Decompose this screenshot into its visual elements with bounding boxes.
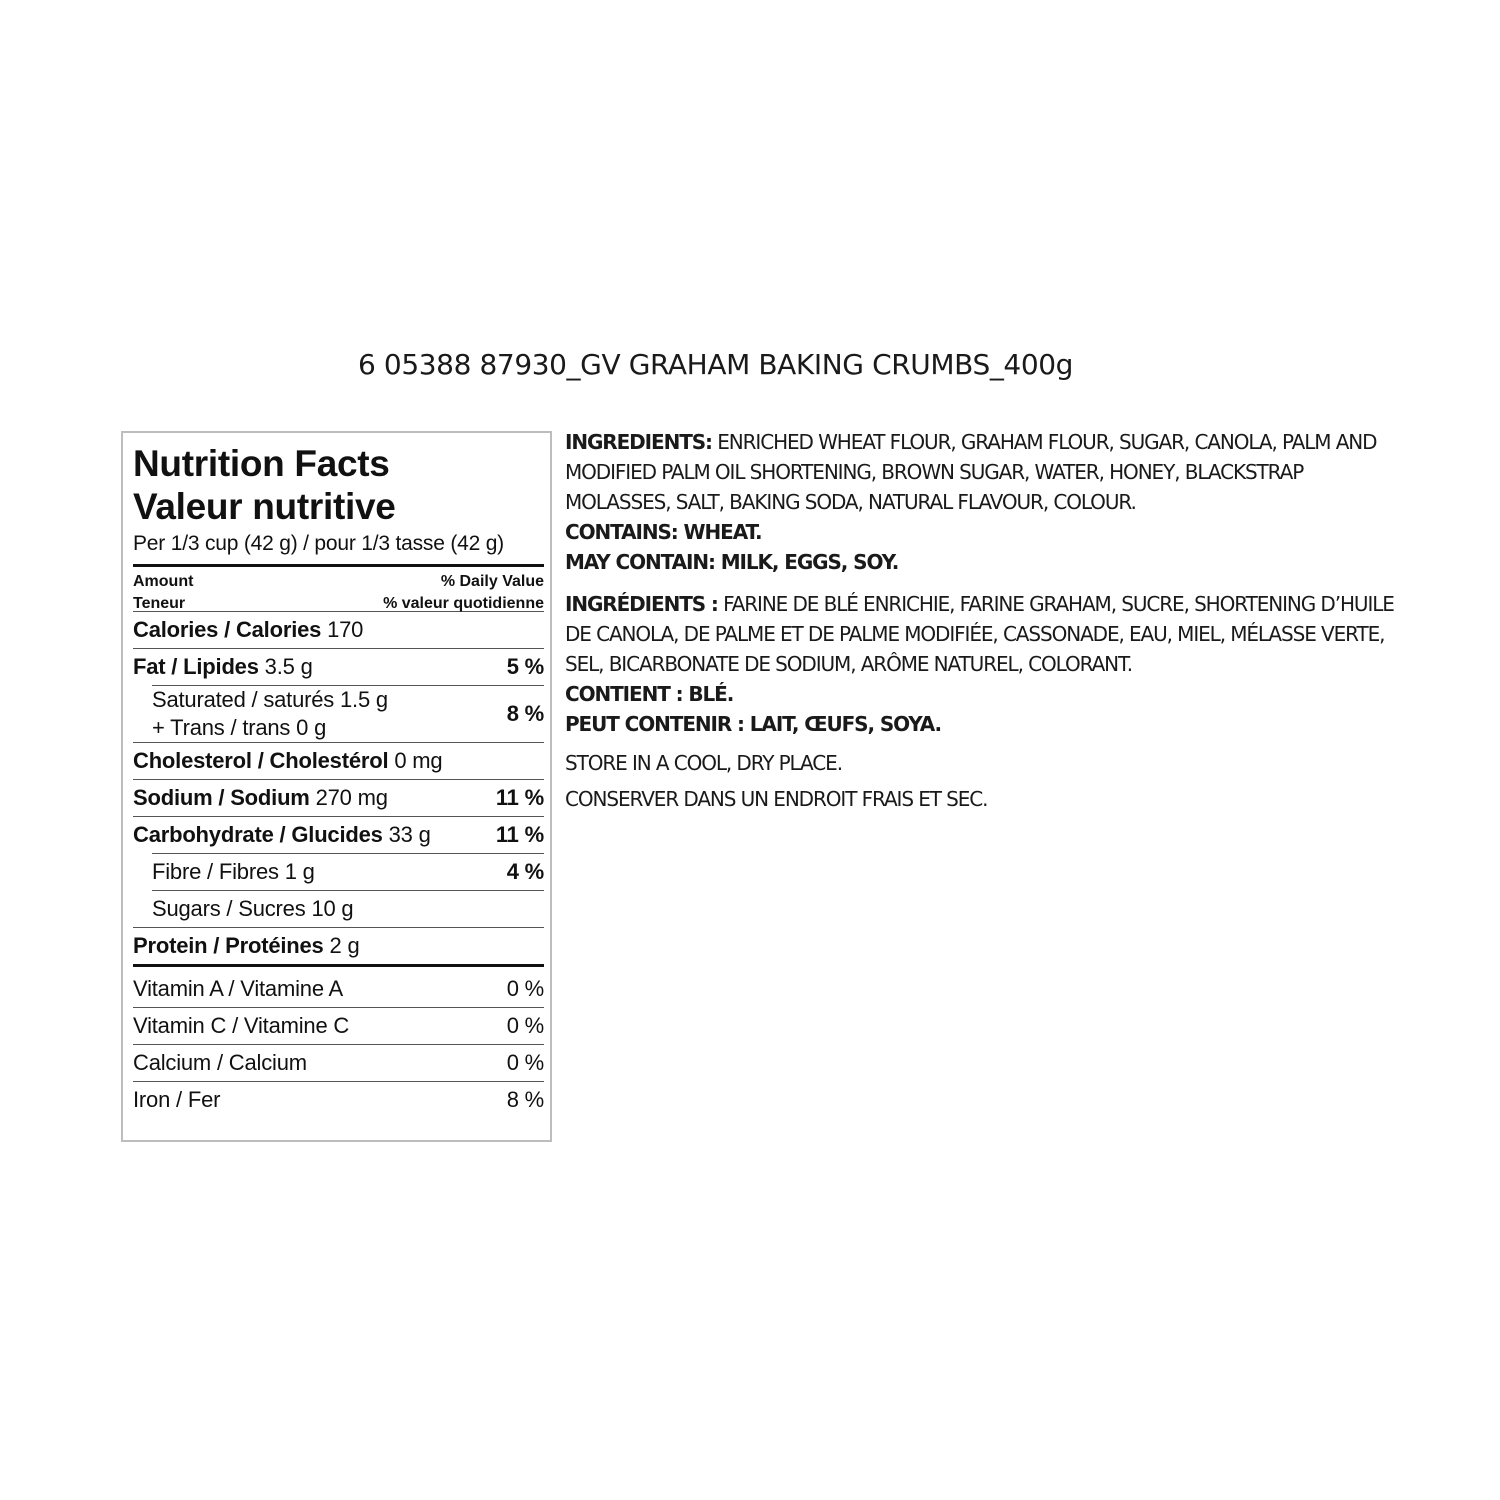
calories-row bbox=[133, 612, 544, 648]
trans-label: + Trans / trans bbox=[152, 715, 291, 740]
fat-row bbox=[133, 649, 544, 685]
iron-percent: 8 % bbox=[506, 1087, 544, 1112]
carbohydrate-label: Carbohydrate / Glucides bbox=[133, 822, 383, 847]
storage-en: STORE IN A COOL, DRY PLACE. bbox=[565, 751, 842, 775]
fibre-row bbox=[133, 854, 544, 890]
ingredients-fr bbox=[565, 589, 1395, 679]
divider bbox=[133, 964, 544, 967]
fibre-percent: 4 % bbox=[506, 859, 544, 884]
nutrition-facts-panel bbox=[121, 431, 552, 1142]
heading-en: Nutrition Facts bbox=[133, 443, 390, 484]
vitamin-row bbox=[133, 1082, 544, 1118]
vitamin-c-label: Vitamin C / Vitamine C bbox=[133, 1013, 350, 1038]
trans-value: 0 g bbox=[296, 715, 327, 740]
saturated-trans-row bbox=[133, 686, 544, 742]
ingredients-en-text: ENRICHED WHEAT FLOUR, GRAHAM FLOUR, SUGAR, CANOLA, PALM AND MODIFIED PALM OIL SHORTENING, BROWN SUGAR, WATER, HONEY, BLACKSTRAP MOLASSES, SALT, BAKING SODA, NATURAL FLAVOUR, COLOUR. bbox=[565, 430, 1377, 514]
vitamin-a-label: Vitamin A / Vitamine A bbox=[133, 976, 344, 1001]
fat-value: 3.5 g bbox=[264, 654, 313, 679]
product-title: 6 05388 87930_GV GRAHAM BAKING CRUMBS_400g bbox=[358, 348, 1074, 381]
calcium-percent: 0 % bbox=[506, 1050, 544, 1075]
may-contain-fr: PEUT CONTENIR : LAIT, ŒUFS, SOYA. bbox=[565, 712, 942, 736]
saturated-value: 1.5 g bbox=[340, 687, 388, 712]
ingredients-fr-label: INGRÉDIENTS : bbox=[565, 592, 718, 616]
amount-label-en: Amount bbox=[133, 573, 194, 590]
sugars-label: Sugars / Sucres bbox=[152, 896, 306, 921]
sodium-label: Sodium / Sodium bbox=[133, 785, 310, 810]
protein-label: Protein / Protéines bbox=[133, 933, 324, 958]
heading-fr: Valeur nutritive bbox=[133, 486, 396, 527]
contains-en: CONTAINS: WHEAT. bbox=[565, 520, 762, 544]
cholesterol-row bbox=[133, 743, 544, 779]
calories-value: 170 bbox=[327, 617, 364, 642]
fibre-value: 1 g bbox=[284, 859, 315, 884]
protein-row bbox=[133, 928, 544, 964]
calories-label: Calories / Calories bbox=[133, 617, 322, 642]
protein-value: 2 g bbox=[329, 933, 360, 958]
sugars-row bbox=[133, 891, 544, 927]
ingredients-block bbox=[565, 427, 1395, 817]
vitamin-row bbox=[133, 1008, 544, 1044]
fibre-label: Fibre / Fibres bbox=[152, 859, 279, 884]
sodium-percent: 11 % bbox=[495, 785, 544, 810]
cholesterol-value: 0 mg bbox=[394, 748, 443, 773]
storage-fr: CONSERVER DANS UN ENDROIT FRAIS ET SEC. bbox=[565, 787, 988, 811]
ingredients-en bbox=[565, 427, 1395, 517]
vitamin-row bbox=[133, 971, 544, 1007]
vitamin-a-percent: 0 % bbox=[506, 976, 544, 1001]
cholesterol-label: Cholesterol / Cholestérol bbox=[133, 748, 389, 773]
serving-size: Per 1/3 cup (42 g) / pour 1/3 tasse (42 g) bbox=[133, 532, 504, 555]
may-contain-en: MAY CONTAIN: MILK, EGGS, SOY. bbox=[565, 550, 899, 574]
nutrition-facts-table bbox=[133, 433, 544, 1118]
sodium-value: 270 mg bbox=[315, 785, 388, 810]
carbohydrate-value: 33 g bbox=[388, 822, 431, 847]
vitamin-row bbox=[133, 1045, 544, 1081]
amount-label-fr: Teneur bbox=[133, 595, 186, 612]
vitamin-c-percent: 0 % bbox=[506, 1013, 544, 1038]
fat-label: Fat / Lipides bbox=[133, 654, 259, 679]
carbohydrate-percent: 11 % bbox=[495, 822, 544, 847]
calcium-label: Calcium / Calcium bbox=[133, 1050, 307, 1075]
contains-fr: CONTIENT : BLÉ. bbox=[565, 682, 734, 706]
nutrition-heading bbox=[133, 442, 544, 528]
fat-percent: 5 % bbox=[506, 654, 544, 679]
daily-value-label-fr: % valeur quotidienne bbox=[383, 595, 544, 612]
carbohydrate-row bbox=[133, 817, 544, 853]
sugars-value: 10 g bbox=[311, 896, 354, 921]
ingredients-en-label: INGREDIENTS: bbox=[565, 430, 712, 454]
daily-value-label-en: % Daily Value bbox=[440, 573, 544, 590]
sodium-row bbox=[133, 780, 544, 816]
ingredients-fr-text: FARINE DE BLÉ ENRICHIE, FARINE GRAHAM, SUCRE, SHORTENING D’HUILE DE CANOLA, DE PALME ET DE PALME MODIFIÉE, CASSONADE, EAU, MIEL, MÉLASSE VERTE, SEL, BICARBONATE DE SODIUM, ARÔME NATUREL, COLORANT. bbox=[565, 592, 1394, 676]
iron-label: Iron / Fer bbox=[133, 1087, 221, 1112]
saturated-label: Saturated / saturés bbox=[152, 687, 335, 712]
saturated-trans-percent: 8 % bbox=[506, 701, 544, 726]
amount-header bbox=[133, 567, 544, 611]
